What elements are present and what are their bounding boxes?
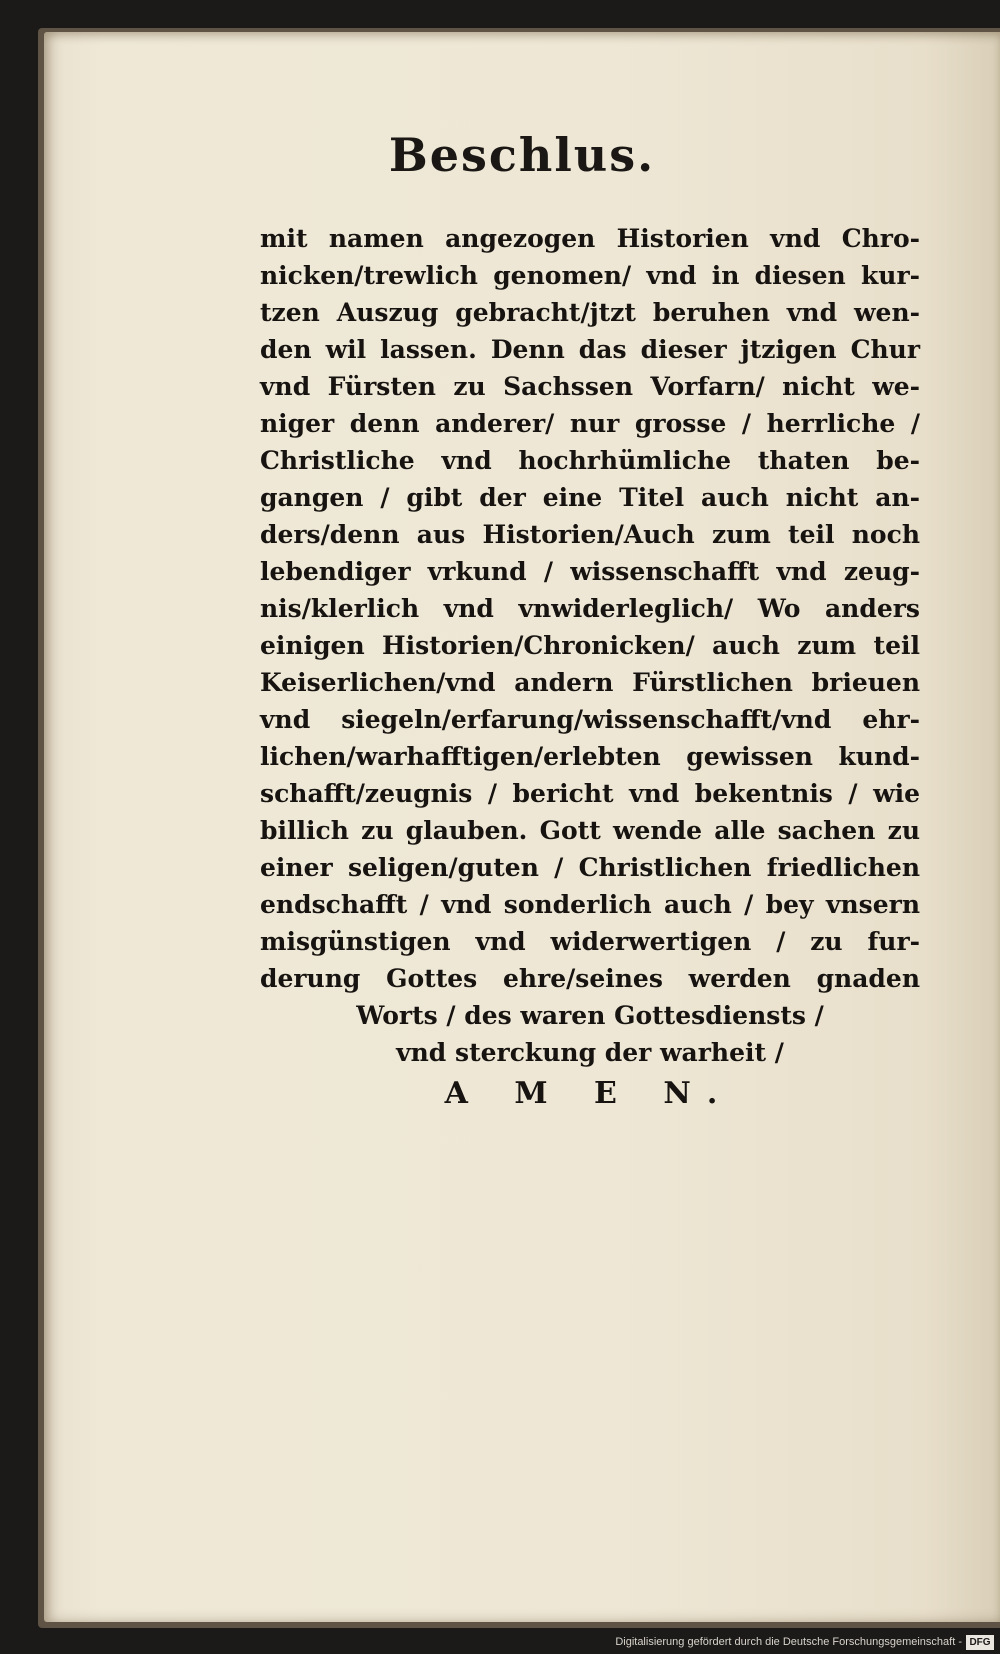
text-line: lebendiger vrkund / wissenschafft vnd zeug-: [260, 557, 920, 586]
text-line: vnd Fürsten zu Sachssen Vorfarn/ nicht we-: [260, 372, 920, 401]
closing-line: Worts / des waren Gottesdiensts /: [356, 1001, 824, 1030]
text-line: ders/denn aus Historien/Auch zum teil noch: [260, 520, 920, 549]
text-line: nis/klerlich vnd vnwiderleglich/ Wo anders: [260, 594, 920, 623]
text-line: niger denn anderer/ nur grosse / herrliche /: [260, 409, 920, 438]
text-line: schafft/zeugnis / bericht vnd bekentnis / wie: [260, 779, 920, 808]
closing-line: vnd sterckung der warheit /: [396, 1038, 784, 1067]
text-line: lichen/warhafftigen/erlebten gewissen kund-: [260, 742, 920, 771]
text-line: misgünstigen vnd widerwertigen / zu fur-: [260, 927, 920, 956]
page-title: Beschlus.: [388, 128, 656, 182]
book-page: [44, 32, 1000, 1622]
text-line: nicken/trewlich genomen/ vnd in diesen kur-: [260, 261, 920, 290]
footer-bar: [0, 1628, 1000, 1654]
text-line: mit namen angezogen Historien vnd Chro-: [260, 224, 920, 253]
funding-credit: Digitalisierung gefördert durch die Deutsche Forschungsgemeinschaft -: [615, 1636, 962, 1648]
dfg-logo-icon: DFG: [966, 1635, 994, 1650]
text-line: endschafft / vnd sonderlich auch / bey vnsern: [260, 890, 920, 919]
text-line: einigen Historien/Chronicken/ auch zum teil: [260, 631, 920, 660]
body-text: [260, 220, 920, 1112]
text-line: tzen Auszug gebracht/jtzt beruhen vnd wen-: [260, 298, 920, 327]
text-line: billich zu glauben. Gott wende alle sachen zu: [260, 816, 920, 845]
amen-line: A M E N.: [444, 1076, 736, 1111]
text-line: gangen / gibt der eine Titel auch nicht an-: [260, 483, 920, 512]
text-line: vnd siegeln/erfarung/wissenschafft/vnd ehr-: [260, 705, 920, 734]
text-line: einer seligen/guten / Christlichen friedlichen: [260, 853, 920, 882]
text-line: den wil lassen. Denn das dieser jtzigen Chur: [260, 335, 920, 364]
text-line: derung Gottes ehre/seines werden gnaden: [260, 964, 920, 993]
text-line: Christliche vnd hochrhümliche thaten be-: [260, 446, 920, 475]
text-line: Keiserlichen/vnd andern Fürstlichen brieuen: [260, 668, 920, 697]
